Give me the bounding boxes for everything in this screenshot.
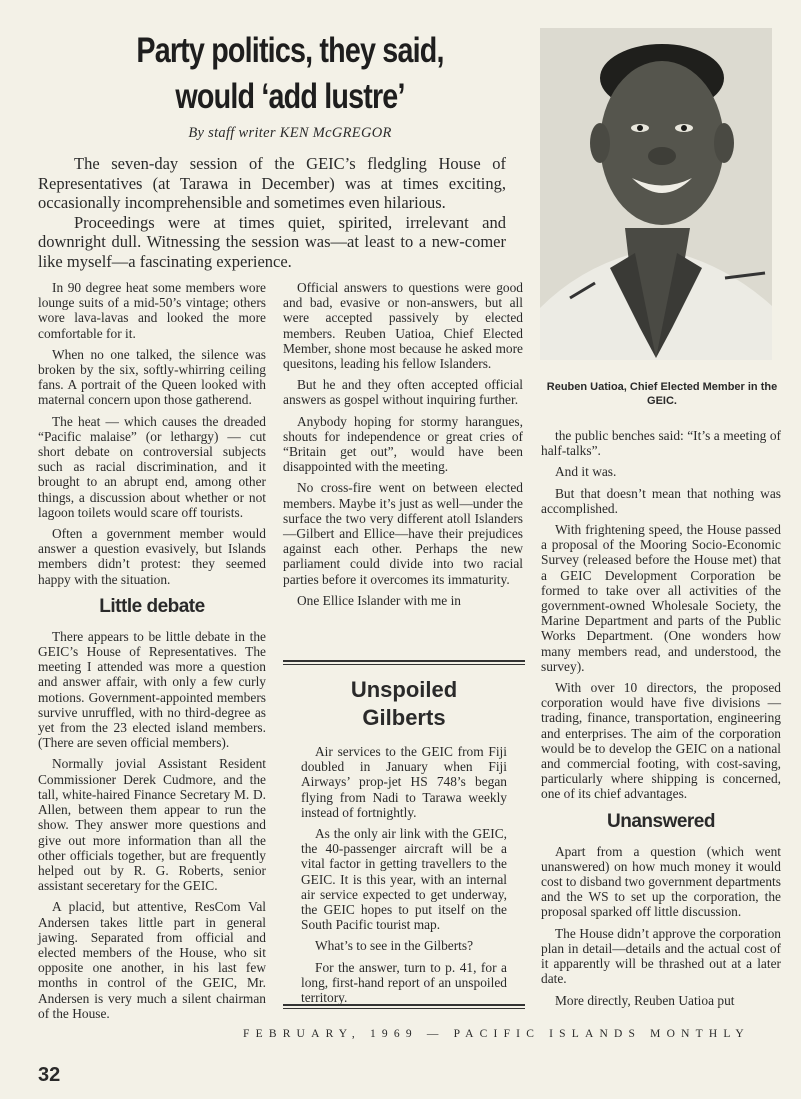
- page-number: 32: [38, 1064, 61, 1086]
- box-bottom-rule: [283, 1004, 525, 1009]
- body-paragraph: Often a government member would answer a question evasively, but Islands members didn’t protest: they seemed happy with the situation.: [38, 526, 266, 587]
- body-paragraph: When no one talked, the silence was broken by the six, softly-whirring ceiling fans. A portrait of the Queen looked with maternal concern upon those gatherend.: [38, 346, 266, 408]
- body-paragraph: In 90 degree heat some members wore lounge suits of a mid-50’s vintage; others wore lava-lavas and looked the more comfortable for it.: [38, 280, 266, 341]
- box-paragraph: What’s to see in the Gilberts?: [315, 938, 474, 954]
- running-footer: FEBRUARY, 1969 — PACIFIC ISLANDS MONTHLY: [243, 1028, 750, 1040]
- intro-paragraph: The seven-day session of the GEIC’s fledgling House of Representatives (at Tarawa in December) was at times exciting, occasionally incomprehensible and sometimes even hilarious.: [38, 154, 506, 212]
- box-paragraph: Air services to the GEIC from Fiji doubled in January when Fiji Airways’ prop-jet HS 748’s began flying from Nadi to Tarawa weekly instead of fortnightly.: [301, 744, 507, 820]
- body-paragraph: A placid, but attentive, ResCom Val Andersen takes little part in general jawing. Separated from official and elected members of the House, who sit opposite one another, in his last few months in control of the GEIC, Mr. Andersen is very much a silent chairman of the House.: [38, 899, 266, 1021]
- body-paragraph: No cross-fire went on between elected members. Maybe it’s just as well—under the surface the two very different atoll Islanders—Gilbert and Ellice—have their prejudices against each other. Perhaps the new parliament could divide into two racial parties before it overcomes its immaturity.: [283, 480, 523, 587]
- box-title-line-1: Unspoiled: [350, 677, 458, 702]
- box-paragraph: For the answer, turn to p. 41, for a long, first-hand report of an unspoiled territory.: [301, 959, 507, 1006]
- body-paragraph: Apart from a question (which went unanswered) on how much money it would cost to disband two government departments and the WS to set up the corporation, the proposal sparked off little discussion.: [541, 843, 781, 920]
- subhead-little-debate: Little debate: [99, 595, 205, 617]
- body-paragraph: More directly, Reuben Uatioa put: [555, 992, 735, 1008]
- headline-line-2: would ‘add lustre’: [175, 77, 405, 116]
- subhead-unanswered: Unanswered: [607, 810, 715, 832]
- portrait-illustration: [540, 28, 772, 360]
- byline: [40, 125, 540, 142]
- body-paragraph: One Ellice Islander with me in: [297, 592, 461, 608]
- headline: [85, 28, 495, 120]
- body-paragraph: Official answers to questions were good and bad, evasive or non-answers, but all were accepted passively by elected members. Reuben Uatioa, Chief Elected Member, shone most because he asked more quesitons, leading his fellow Islanders.: [283, 280, 523, 372]
- column-2: [283, 280, 523, 608]
- body-paragraph: But that doesn’t mean that nothing was accomplished.: [541, 485, 781, 516]
- intro: [38, 154, 506, 271]
- box-title-line-2: Gilberts: [362, 705, 446, 730]
- intro-paragraph: Proceedings were at times quiet, spirited, irrelevant and downright dull. Witnessing the session was—at least to a new-comer like myself—a fascinating experience.: [38, 212, 506, 271]
- body-paragraph: With frightening speed, the House passed a proposal of the Mooring Socio-Economic Survey (released before the House met) that a GEIC Development Corporation be formed to take over all activities of the government-owned Wholesale Society, the Marine Department and parts of the Public Works Department. (One wonders how many members read, and understood, the survey).: [541, 522, 781, 674]
- box-paragraph: As the only air link with the GEIC, the 40-passenger aircraft will be a vital factor in getting travellers to the GEIC. It is this year, with an internal air service expected to get underway, the GEIC hopes to put itself on the South Pacific tourist map.: [301, 826, 507, 933]
- byline-author: KEN McGREGOR: [279, 125, 392, 141]
- body-paragraph: The House didn’t approve the corporation plan in detail—details and the actual cost of it apparently will be thrashed out at a later date.: [541, 925, 781, 987]
- body-paragraph: The heat — which causes the dreaded “Pacific malaise” (or lethargy) — cut short debate on controversial subjects such as racial discrimination, and it brought to an abrupt end, among other things, a discussion about whether or not lagoon toilets would scare off tourists.: [38, 413, 266, 520]
- body-paragraph: Normally jovial Assistant Resident Commissioner Derek Cudmore, and the tall, white-haired Finance Secretary M. D. Allen, between them appear to run the show. They answer more questions and give out more information than all the other officials together, but are frequently helped out by R. G. Roberts, senior assistant seceretary for the GEIC.: [38, 756, 266, 894]
- photo-caption: Reuben Uatioa, Chief Elected Member in the GEIC.: [546, 381, 778, 407]
- byline-prefix: By staff writer: [188, 125, 276, 141]
- sidebar-box: [283, 660, 525, 1005]
- body-paragraph: But he and they often accepted official answers as gospel without inquiring further.: [283, 377, 523, 408]
- body-paragraph: Anybody hoping for stormy harangues, shouts for independence or great cries of “Britain get out”, would have been disappointed with the meeting.: [283, 413, 523, 475]
- portrait-photo: [540, 28, 772, 360]
- body-paragraph: With over 10 directors, the proposed corporation would have five divisions — trading, finance, transportation, engineering and enterprises. The aim of the corporation would be to develop the GEIC on a national and commercial footing, with cost-saving, particularly where shipping is concerned, one of its chief advantages.: [541, 680, 781, 802]
- body-paragraph: the public benches said: “It’s a meeting of half-talks”.: [541, 428, 781, 459]
- box-title: [301, 676, 507, 732]
- column-3: [541, 428, 781, 1008]
- column-1: [38, 280, 266, 1021]
- headline-line-1: Party politics, they said,: [136, 31, 444, 70]
- body-paragraph: There appears to be little debate in the GEIC’s House of Representatives. The meeting I attended was more a question and answer affair, with only a few curly motions. Government-appointed members survive unruffled, with no third-degree as yet from the 23 elected island members. (There are seven official members).: [38, 628, 266, 751]
- body-paragraph: And it was.: [555, 464, 617, 480]
